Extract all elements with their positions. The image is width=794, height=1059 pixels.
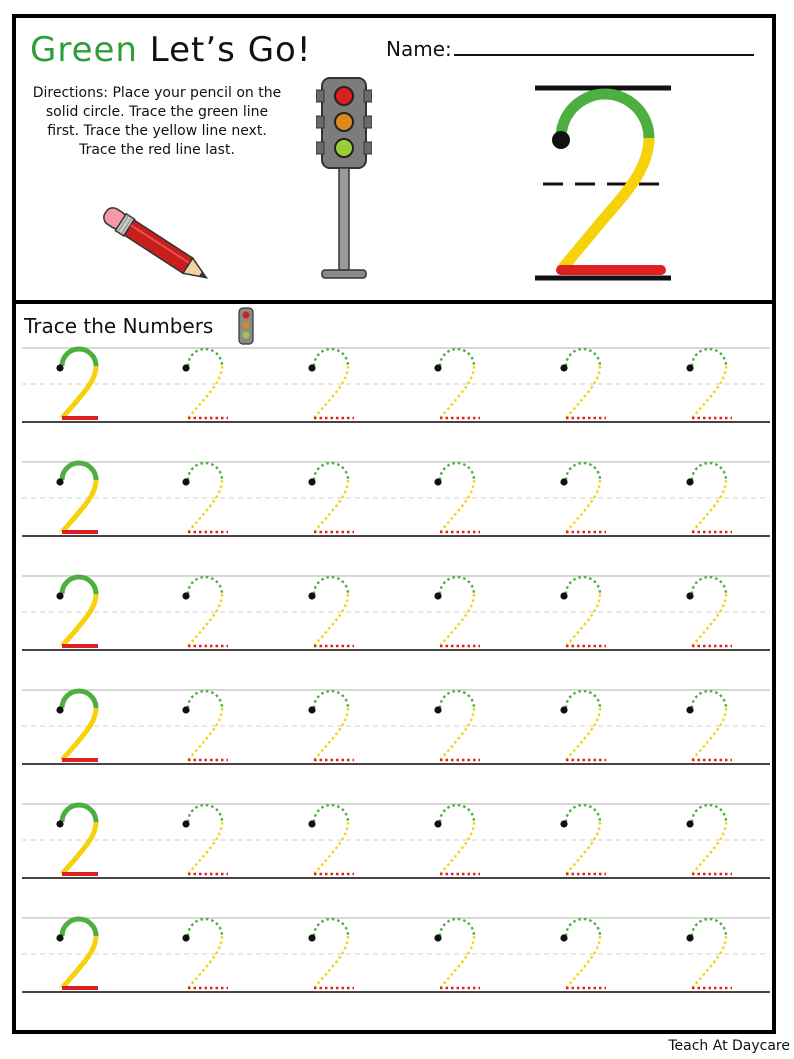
start-dot xyxy=(308,364,315,371)
start-dot xyxy=(686,478,693,485)
start-dot xyxy=(56,934,63,941)
start-dot xyxy=(434,706,441,713)
start-dot xyxy=(434,592,441,599)
worksheet-title xyxy=(30,30,311,70)
start-dot xyxy=(56,592,63,599)
tracing-grid xyxy=(22,346,772,1030)
start-dot xyxy=(434,934,441,941)
model-digit-two xyxy=(521,74,681,292)
trace-row xyxy=(22,348,770,422)
start-dot xyxy=(56,364,63,371)
start-dot xyxy=(434,478,441,485)
start-dot xyxy=(686,364,693,371)
start-dot xyxy=(182,934,189,941)
title-rest: Let’s Go! xyxy=(149,30,312,70)
start-dot xyxy=(686,934,693,941)
start-dot xyxy=(560,706,567,713)
start-dot xyxy=(182,706,189,713)
trace-row xyxy=(22,918,770,992)
trace-section-title: Trace the Numbers xyxy=(24,314,214,338)
start-dot xyxy=(560,592,567,599)
section-divider xyxy=(16,300,772,304)
name-label: Name: xyxy=(386,37,452,61)
trace-row xyxy=(22,462,770,536)
traffic-light-icon xyxy=(316,74,372,288)
start-dot xyxy=(56,820,63,827)
start-dot xyxy=(308,592,315,599)
start-dot xyxy=(560,478,567,485)
credit-text: Teach At Daycare xyxy=(668,1038,790,1054)
start-dot xyxy=(56,706,63,713)
start-dot xyxy=(56,478,63,485)
start-dot xyxy=(308,706,315,713)
start-dot xyxy=(686,706,693,713)
start-dot xyxy=(560,364,567,371)
pencil-icon xyxy=(86,200,226,294)
start-dot xyxy=(182,478,189,485)
tracing-rows xyxy=(22,346,772,1026)
start-dot xyxy=(434,364,441,371)
start-dot xyxy=(434,820,441,827)
start-dot xyxy=(308,820,315,827)
name-blank-line[interactable] xyxy=(454,34,754,56)
start-dot xyxy=(686,592,693,599)
directions-text: Directions: Place your pencil on the solid circle. Trace the green line first. Trace the yellow line next. Trace the red line last. xyxy=(32,85,282,158)
start-dot xyxy=(182,592,189,599)
start-dot xyxy=(560,934,567,941)
start-dot xyxy=(686,820,693,827)
trace-row xyxy=(22,804,770,878)
start-dot xyxy=(182,820,189,827)
worksheet-frame xyxy=(12,14,776,1034)
name-field[interactable] xyxy=(386,34,754,61)
start-dot xyxy=(308,478,315,485)
trace-row xyxy=(22,690,770,764)
start-dot xyxy=(560,820,567,827)
title-green-word: Green xyxy=(30,30,138,70)
trace-row xyxy=(22,576,770,650)
start-dot xyxy=(182,364,189,371)
start-dot xyxy=(308,934,315,941)
